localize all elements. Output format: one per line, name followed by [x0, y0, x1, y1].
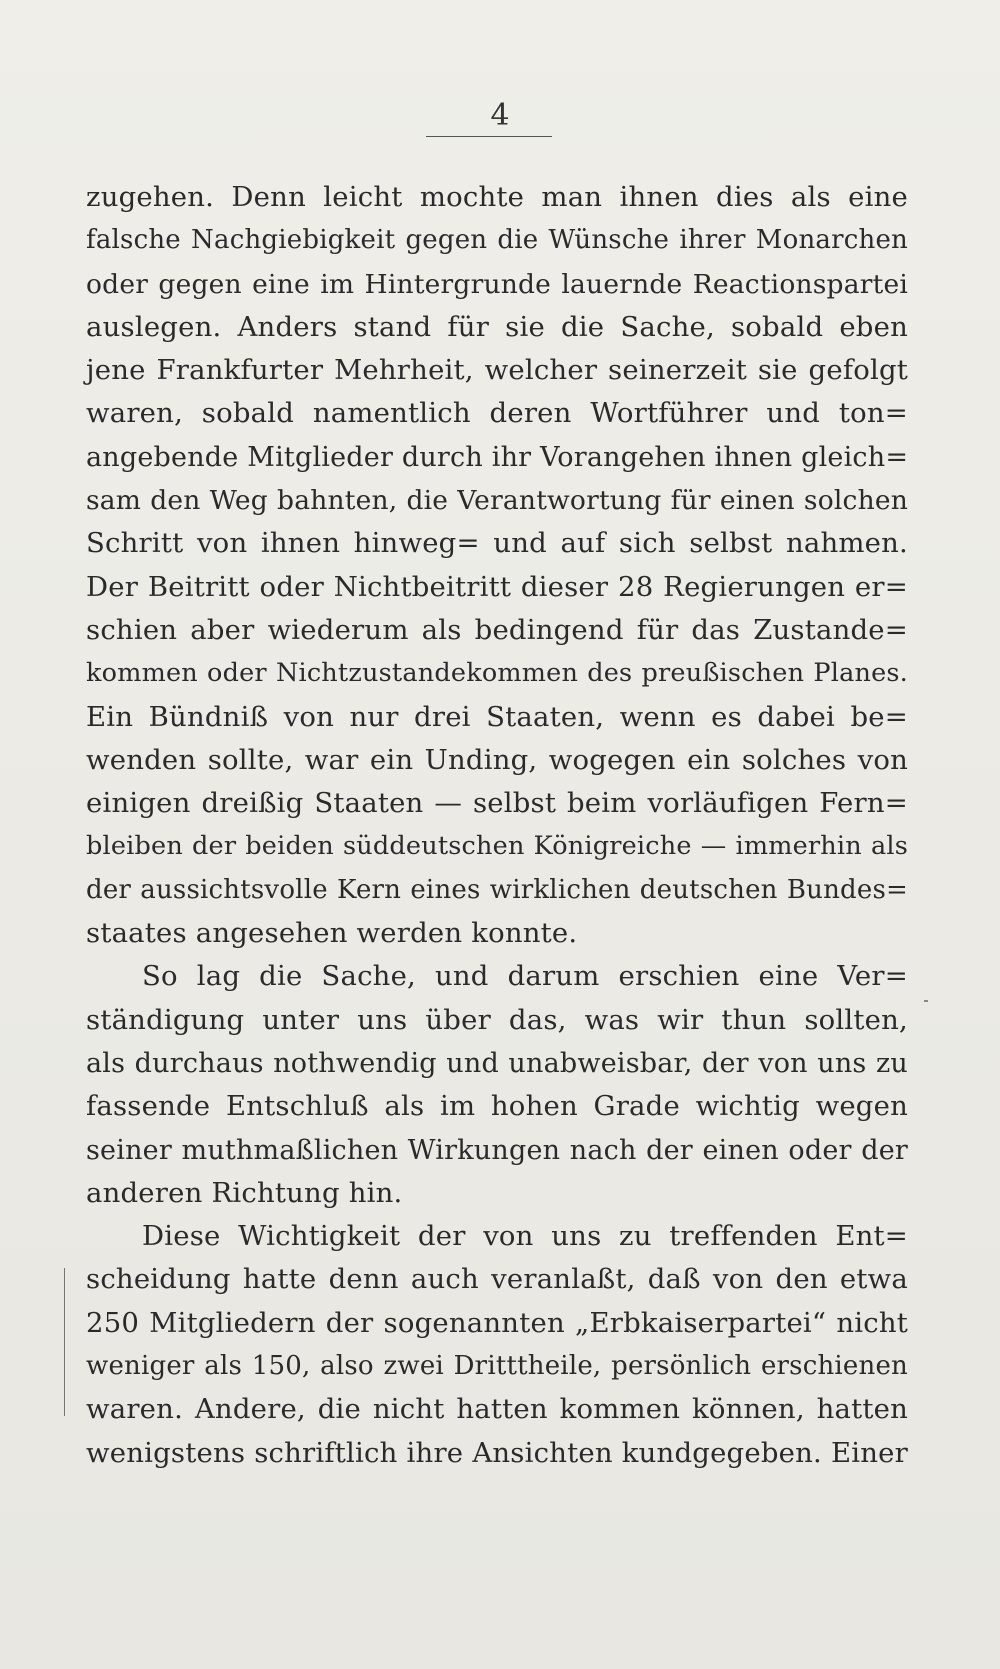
text-line: waren. Andere, die nicht hatten kommen können, hatten	[86, 1393, 908, 1426]
text-line: bleiben der beiden süddeutschen Königreiche — immerhin als	[86, 831, 908, 862]
text-line: kommen oder Nichtzustandekommen des preußischen Planes.	[86, 658, 908, 689]
text-line: der aussichtsvolle Kern eines wirklichen deutschen Bundes=	[86, 874, 908, 905]
text-line: als durchaus nothwendig und unabweisbar, der von uns zu	[86, 1047, 908, 1079]
stray-ink-mark	[924, 1000, 928, 1002]
text-line: schien aber wiederum als bedingend für das Zustande=	[86, 613, 908, 646]
text-line: Ein Bündniß von nur drei Staaten, wenn es dabei be=	[86, 700, 908, 733]
text-line: Der Beitritt oder Nichtbeitritt dieser 28 Regierungen er=	[86, 570, 908, 603]
text-line: Schritt von ihnen hinweg= und auf sich selbst nahmen.	[86, 527, 908, 560]
paragraph-end-line: staates angesehen werden konnte.	[86, 917, 578, 950]
page-number: 4	[490, 98, 510, 133]
paragraph-start-line: Diese Wichtigkeit der von uns zu treffenden Ent=	[142, 1220, 908, 1253]
paragraph-start-line: So lag die Sache, und darum erschien eine Ver=	[142, 960, 908, 993]
margin-pencil-mark	[64, 1268, 65, 1416]
text-line: 250 Mitgliedern der sogenannten „Erbkaiserpartei“ nicht	[86, 1306, 908, 1339]
text-line: ständigung unter uns über das, was wir thun sollten,	[86, 1003, 908, 1036]
body-text	[86, 176, 908, 1475]
text-line: einigen dreißig Staaten — selbst beim vorläufigen Fern=	[86, 787, 908, 820]
text-line: sam den Weg bahnten, die Verantwortung für einen solchen	[86, 485, 908, 517]
text-line: angebende Mitglieder durch ihr Vorangehen ihnen gleich=	[86, 441, 909, 473]
text-line: wenden sollte, war ein Unding, wogegen ein solches von	[86, 743, 908, 776]
text-line: oder gegen eine im Hintergrunde lauernde Reactionspartei	[86, 268, 908, 300]
text-line: jene Frankfurter Mehrheit, welcher seinerzeit sie gefolgt	[86, 354, 908, 387]
text-line: waren, sobald namentlich deren Wortführer und ton=	[86, 397, 908, 430]
text-line: fassende Entschluß als im hohen Grade wichtig wegen	[86, 1090, 908, 1123]
text-line: seiner muthmaßlichen Wirkungen nach der einen oder der	[86, 1134, 908, 1166]
text-line: weniger als 150, also zwei Dritttheile, persönlich erschienen	[86, 1351, 908, 1382]
text-line: zugehen. Denn leicht mochte man ihnen dies als eine	[86, 181, 908, 213]
paragraph-end-line: anderen Richtung hin.	[86, 1176, 403, 1209]
text-line: falsche Nachgiebigkeit gegen die Wünsche ihrer Monarchen	[86, 225, 908, 256]
text-line: auslegen. Anders stand für sie die Sache, sobald eben	[86, 310, 908, 343]
text-line: wenigstens schriftlich ihre Ansichten kundgegeben. Einer	[86, 1436, 908, 1469]
header-rule	[426, 136, 552, 137]
text-line: scheidung hatte denn auch veranlaßt, daß von den etwa	[86, 1263, 908, 1296]
